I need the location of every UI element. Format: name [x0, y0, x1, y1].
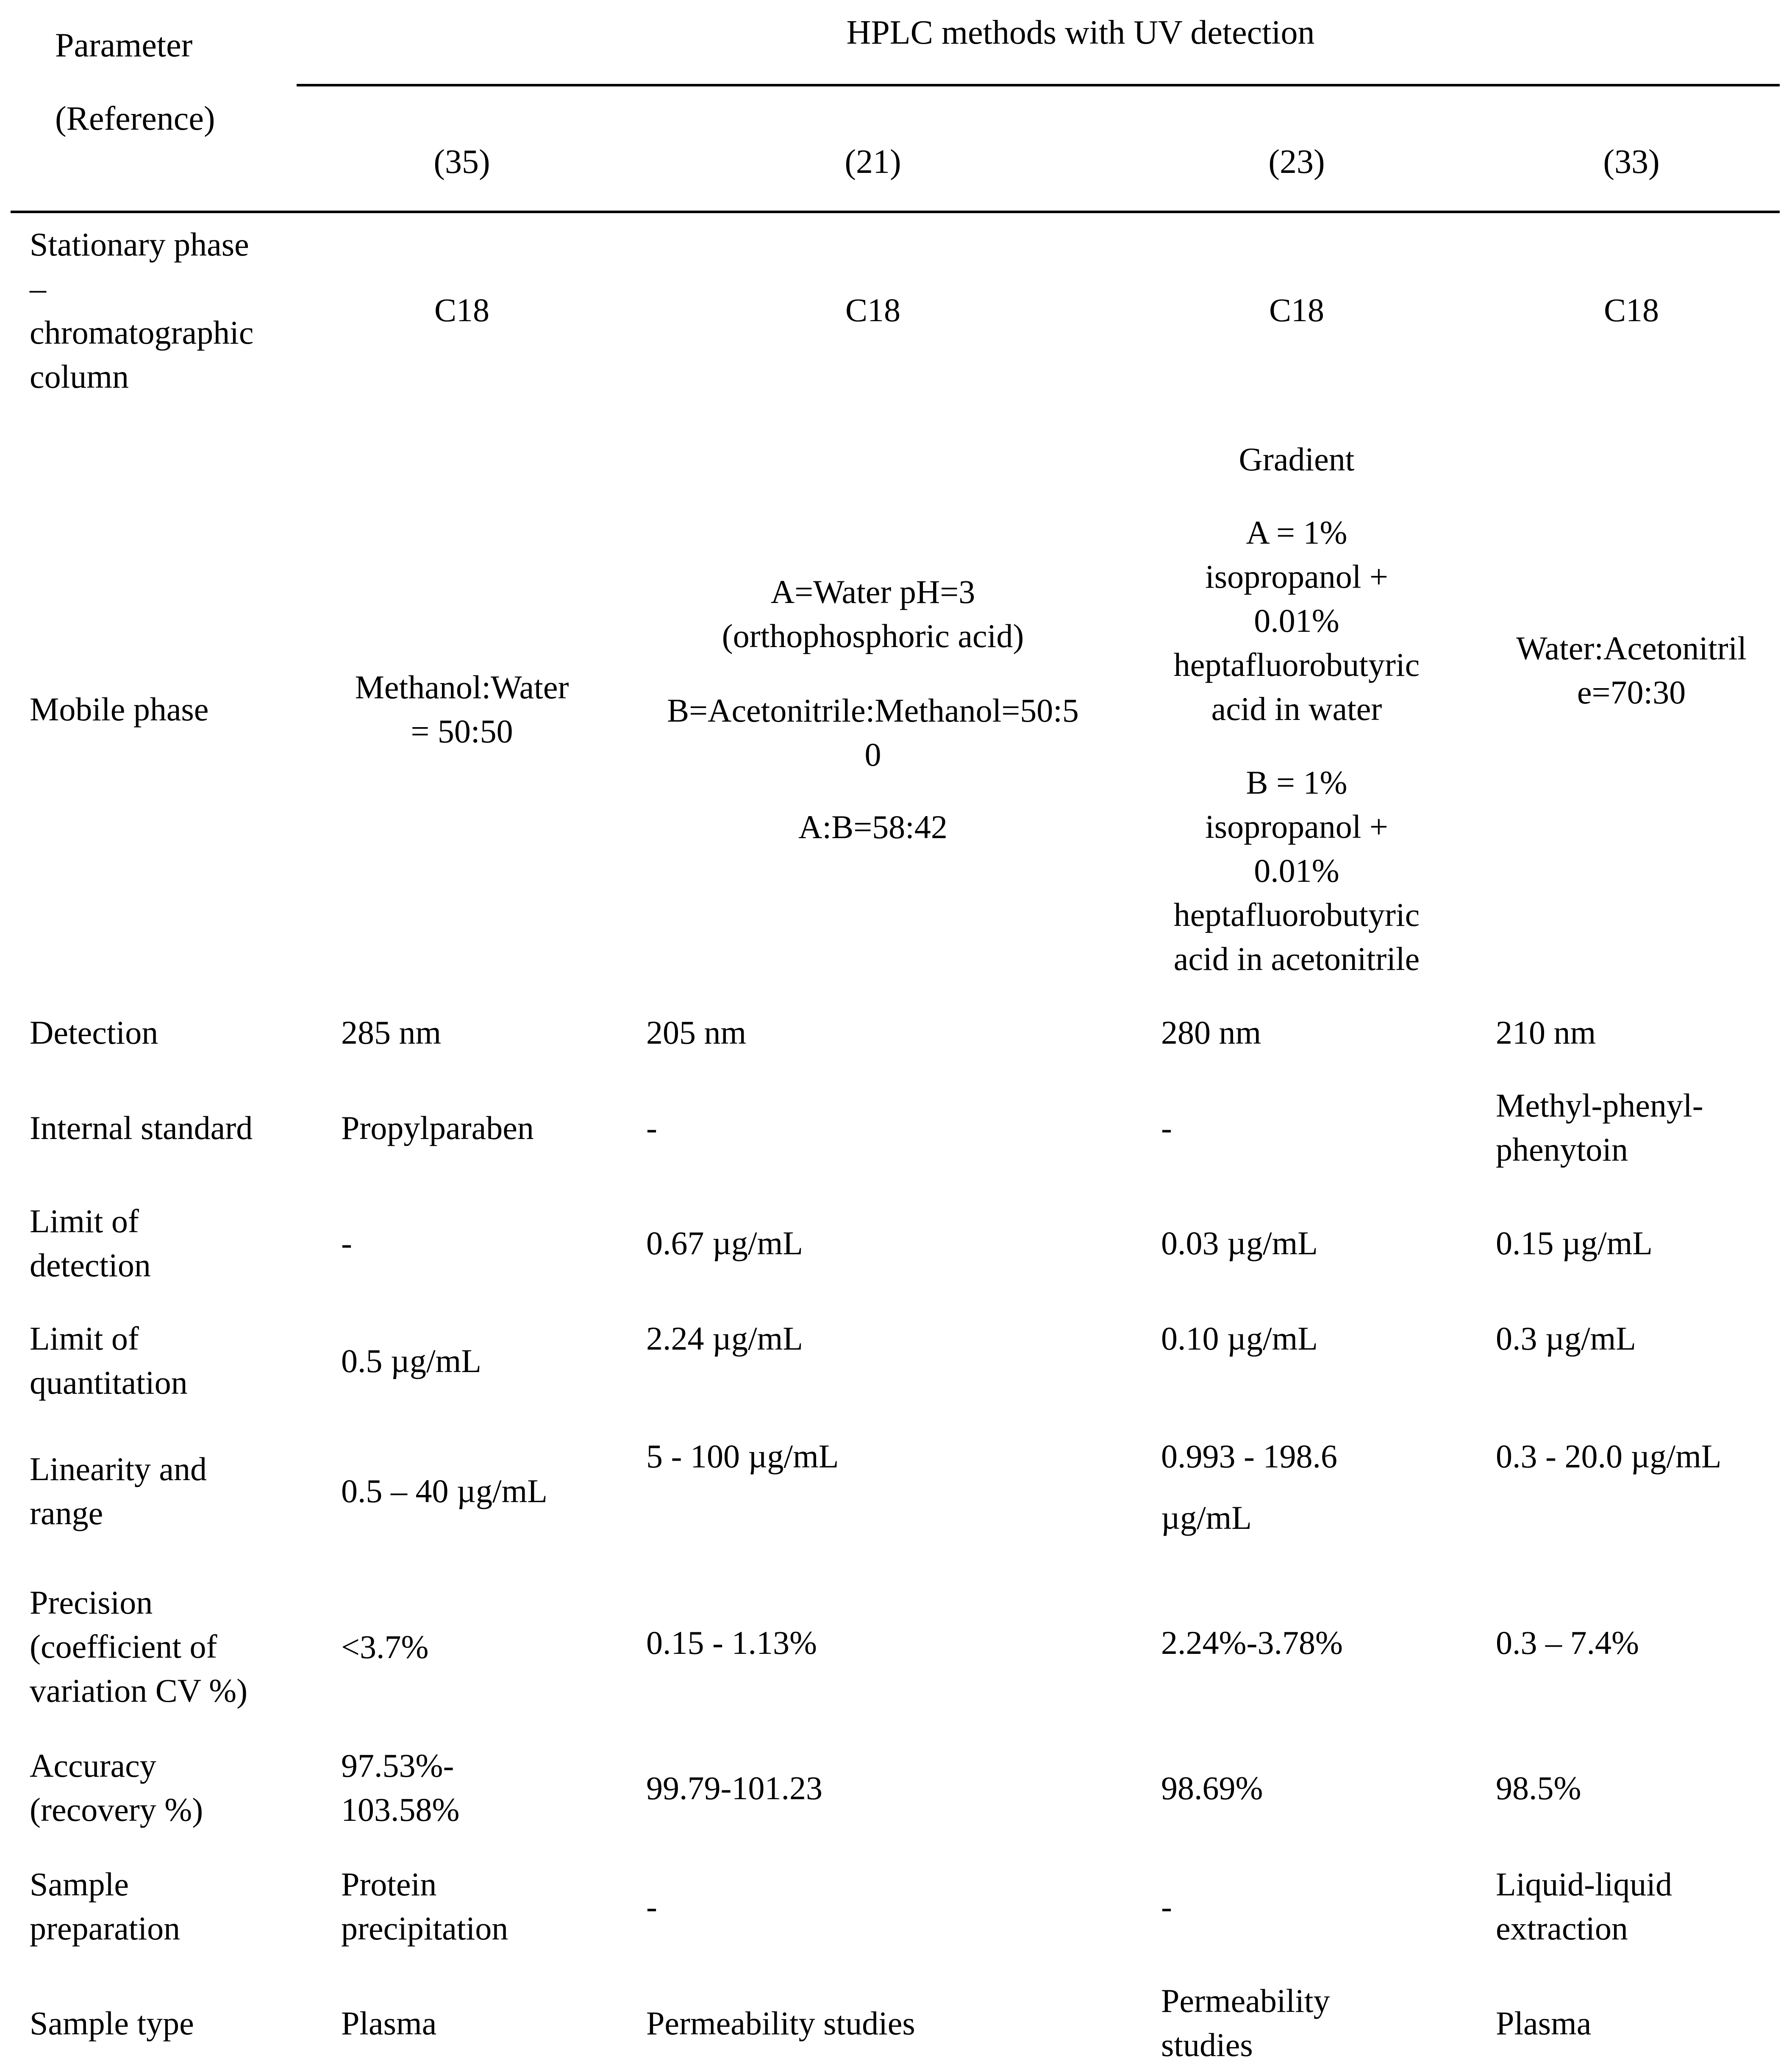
- detection-col4: 210 nm: [1496, 1014, 1596, 1051]
- loq-col1: 0.5 µg/mL: [341, 1342, 481, 1379]
- detection-col1: 285 nm: [341, 1014, 442, 1051]
- mobile-col2-a: A=Water pH=3 (orthophosphoric acid): [722, 573, 1024, 654]
- sample-type-col3: Permeability studies: [1161, 1982, 1330, 2063]
- lod-col2: 0.67 µg/mL: [646, 1225, 803, 1261]
- row-label-detection: Detection: [30, 1014, 158, 1051]
- sample-prep-col1: Protein precipitation: [341, 1866, 508, 1947]
- row-label-limit-of-quantitation: Limit of quantitation: [30, 1320, 188, 1401]
- header-ref-21: (21): [845, 143, 901, 181]
- sample-prep-col4: Liquid-liquid extraction: [1496, 1866, 1672, 1947]
- linearity-col3-unit: µg/mL: [1161, 1499, 1252, 1536]
- linearity-col4: 0.3 - 20.0 µg/mL: [1496, 1438, 1722, 1475]
- lod-col1: -: [341, 1225, 352, 1261]
- accuracy-col3: 98.69%: [1161, 1770, 1263, 1806]
- internal-standard-col1: Propylparaben: [341, 1109, 534, 1146]
- accuracy-col2: 99.79-101.23: [646, 1770, 822, 1806]
- row-label-accuracy: Accuracy (recovery %): [30, 1747, 203, 1828]
- header-group-title: HPLC methods with UV detection: [846, 14, 1315, 51]
- lod-col3: 0.03 µg/mL: [1161, 1225, 1318, 1261]
- mobile-col3-b: B = 1% isopropanol + 0.01% heptafluorobutyric acid in acetonitrile: [1173, 764, 1420, 977]
- row-label-sample-preparation: Sample preparation: [30, 1866, 181, 1947]
- linearity-col2: 5 - 100 µg/mL: [646, 1438, 839, 1475]
- sample-type-col1: Plasma: [341, 2005, 437, 2042]
- header-bottom-rule: [11, 211, 1780, 213]
- loq-col3: 0.10 µg/mL: [1161, 1320, 1318, 1357]
- accuracy-col4: 98.5%: [1496, 1770, 1581, 1806]
- precision-col1: <3.7%: [341, 1628, 429, 1665]
- sample-prep-col2: -: [646, 1888, 657, 1925]
- stationary-col3: C18: [1269, 292, 1325, 328]
- row-label-stationary-phase: Stationary phase – chromatographic column: [30, 226, 254, 395]
- precision-col2: 0.15 - 1.13%: [646, 1624, 817, 1661]
- mobile-col3-a: A = 1% isopropanol + 0.01% heptafluorobutyric acid in water: [1173, 514, 1420, 727]
- linearity-col3: 0.993 - 198.6: [1161, 1438, 1337, 1475]
- internal-standard-col3: -: [1161, 1109, 1172, 1146]
- loq-col4: 0.3 µg/mL: [1496, 1320, 1636, 1357]
- header-group-rule: [297, 84, 1780, 86]
- sample-type-col2: Permeability studies: [646, 2005, 915, 2042]
- sample-type-col4: Plasma: [1496, 2005, 1592, 2042]
- mobile-col1: Methanol:Water = 50:50: [355, 669, 569, 750]
- row-label-precision: Precision (coefficient of variation CV %): [30, 1584, 248, 1709]
- internal-standard-col2: -: [646, 1109, 657, 1146]
- row-label-limit-of-detection: Limit of detection: [30, 1203, 151, 1284]
- lod-col4: 0.15 µg/mL: [1496, 1225, 1653, 1261]
- internal-standard-col4: Methyl-phenyl- phenytoin: [1496, 1087, 1703, 1168]
- header-parameter: Parameter: [55, 27, 193, 64]
- mobile-col2-c: A:B=58:42: [798, 808, 947, 845]
- header-ref-33: (33): [1603, 143, 1660, 181]
- row-label-mobile-phase: Mobile phase: [30, 691, 209, 728]
- linearity-col1: 0.5 – 40 µg/mL: [341, 1472, 547, 1509]
- row-label-sample-type: Sample type: [30, 2005, 194, 2042]
- header-ref-23: (23): [1268, 143, 1325, 181]
- precision-col3: 2.24%-3.78%: [1161, 1624, 1343, 1661]
- header-reference: (Reference): [55, 100, 215, 137]
- loq-col2: 2.24 µg/mL: [646, 1320, 803, 1357]
- row-label-linearity-and-range: Linearity and range: [30, 1450, 207, 1531]
- stationary-col4: C18: [1603, 292, 1659, 328]
- mobile-col4: Water:Acetonitril e=70:30: [1516, 630, 1747, 711]
- mobile-col2-b: B=Acetonitrile:Methanol=50:5 0: [667, 692, 1079, 773]
- header-ref-35: (35): [433, 143, 490, 181]
- stationary-col2: C18: [845, 292, 901, 328]
- mobile-col3-title: Gradient: [1239, 441, 1355, 478]
- sample-prep-col3: -: [1161, 1888, 1172, 1925]
- detection-col3: 280 nm: [1161, 1014, 1261, 1051]
- precision-col4: 0.3 – 7.4%: [1496, 1624, 1639, 1661]
- stationary-col1: C18: [434, 292, 490, 328]
- row-label-internal-standard: Internal standard: [30, 1109, 253, 1146]
- detection-col2: 205 nm: [646, 1014, 747, 1051]
- accuracy-col1: 97.53%- 103.58%: [341, 1747, 460, 1828]
